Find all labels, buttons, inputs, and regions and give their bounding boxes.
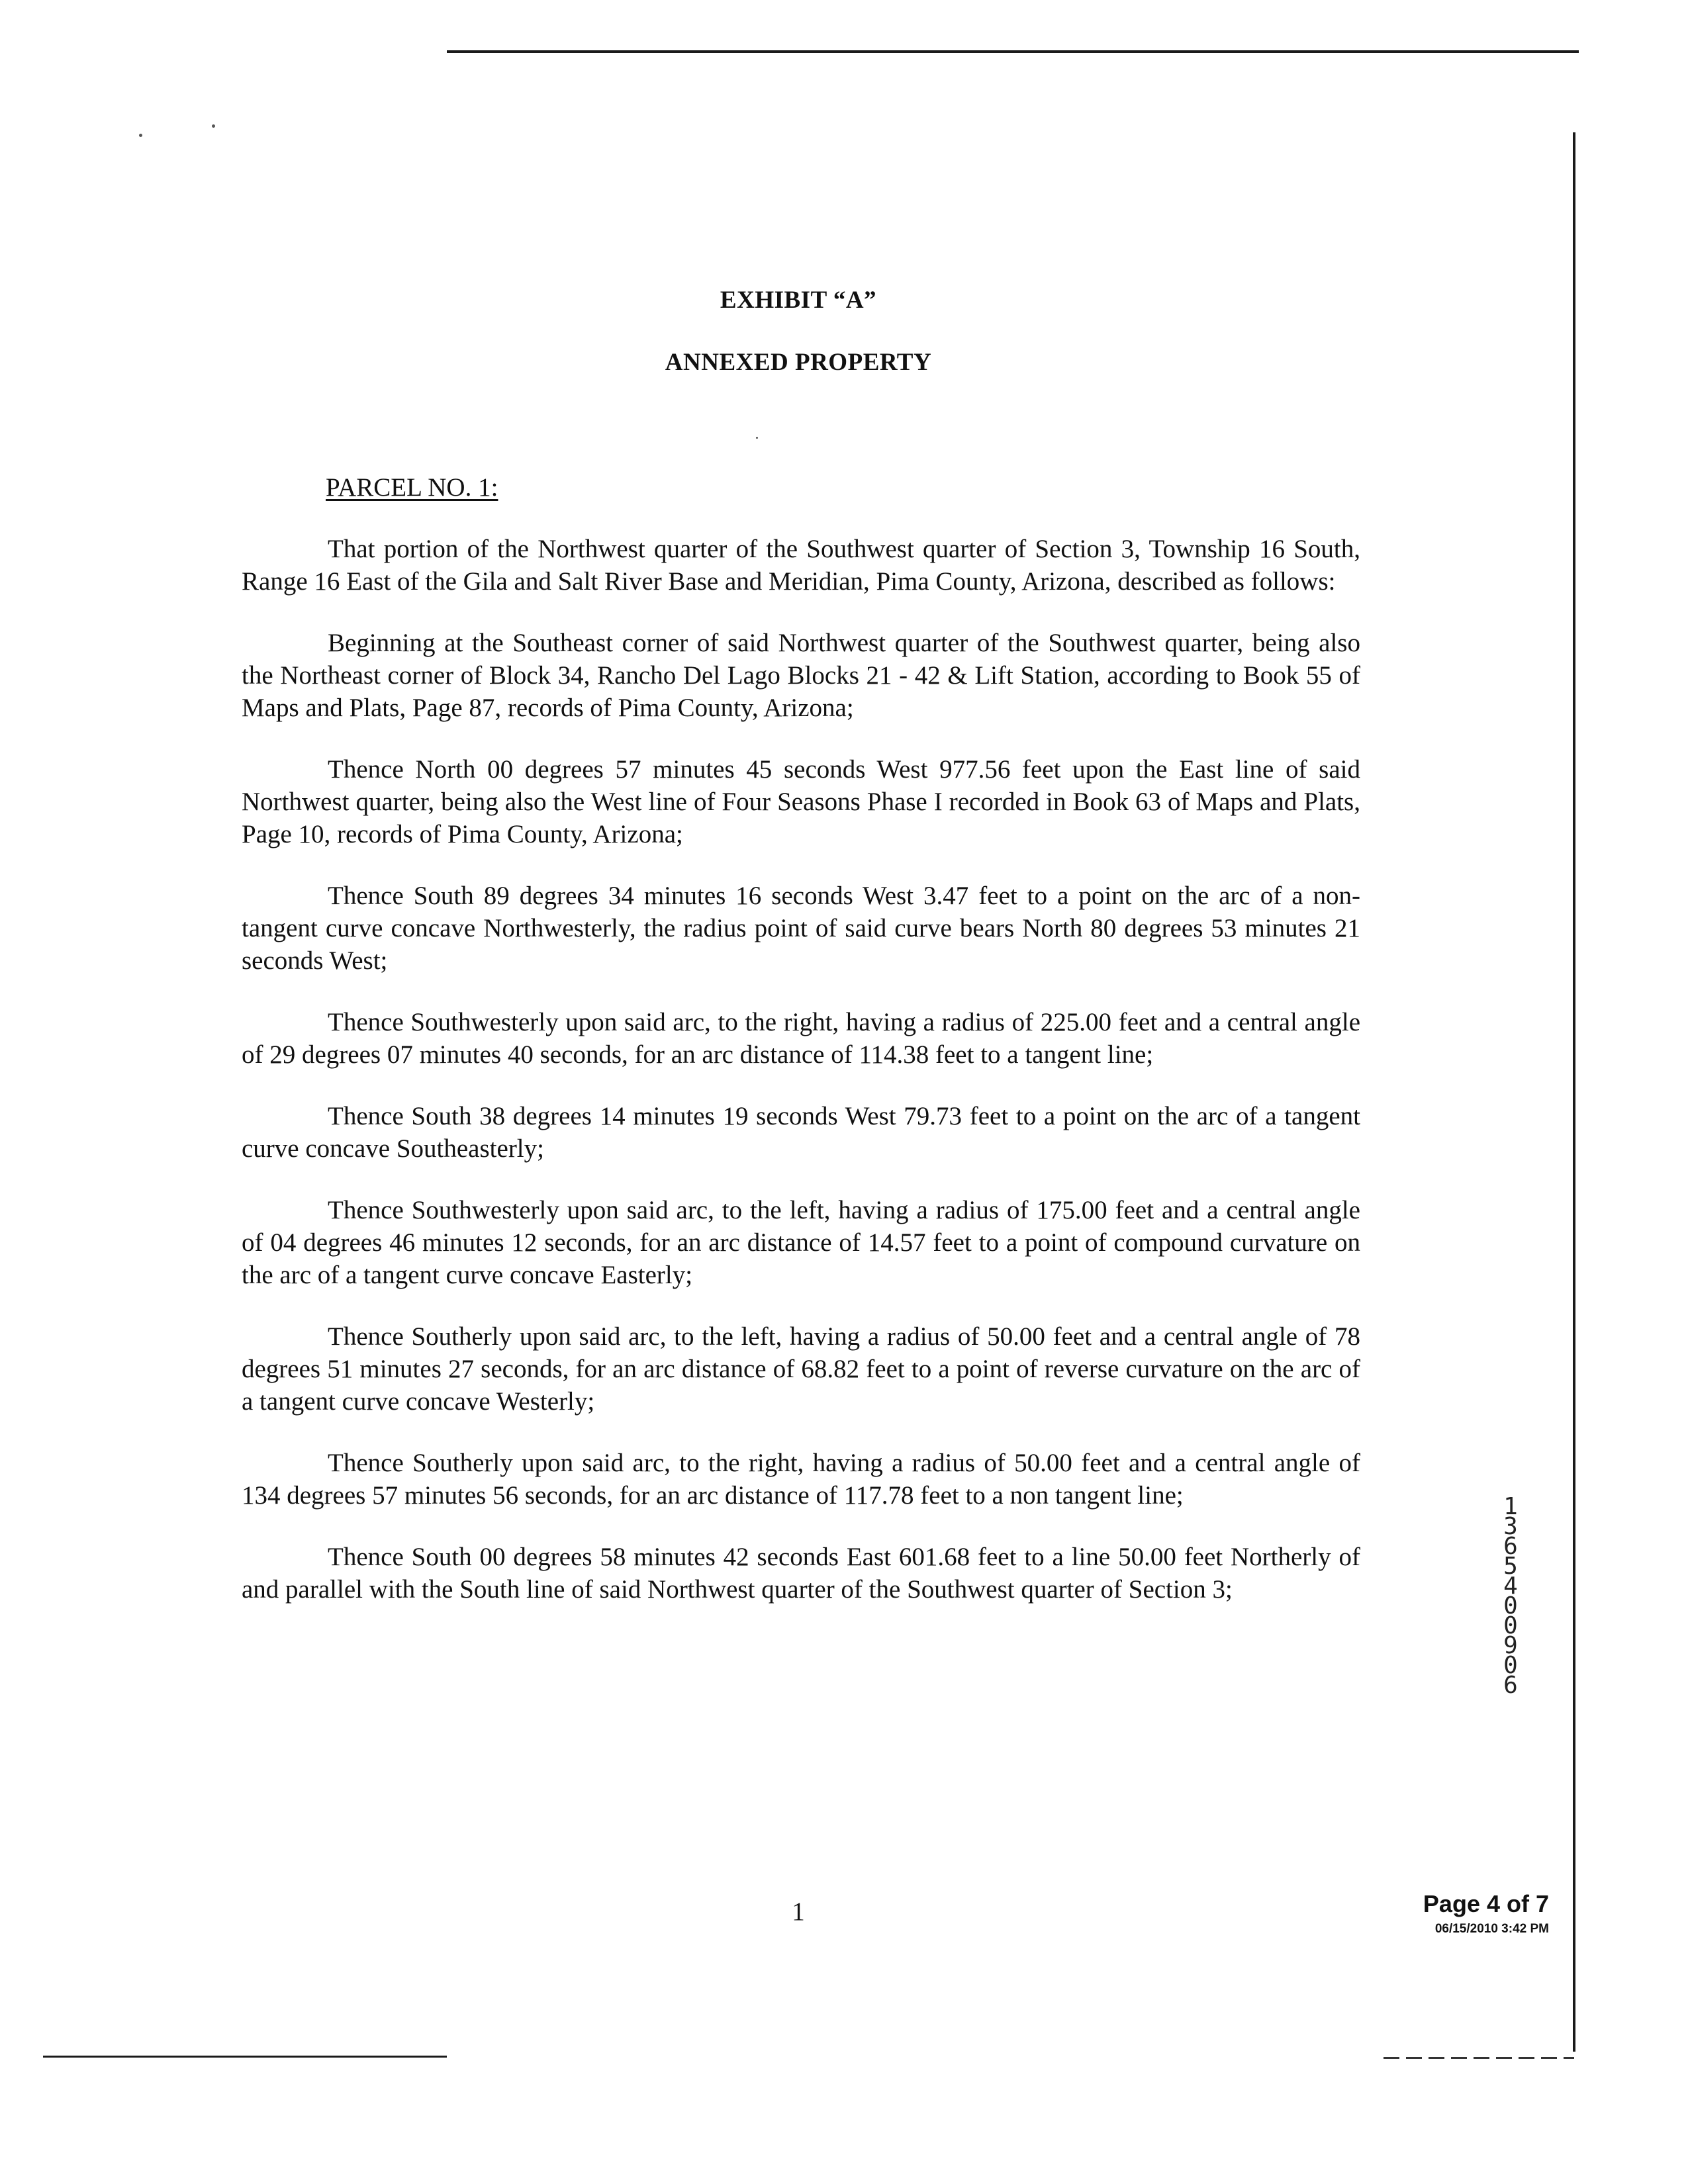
scan-speck: [756, 437, 758, 439]
page-number: 1: [792, 1897, 805, 1926]
paragraph-course: Thence Southerly upon said arc, to the right, having a radius of 50.00 feet and a central angle of 134 degrees 57 minutes 56 seconds, for an arc distance of 117.78 feet to a non tangent line;: [242, 1449, 1360, 1510]
bottom-right-rule: [1383, 2057, 1574, 2059]
scan-speck: [139, 134, 142, 137]
top-rule: [447, 50, 1579, 53]
legal-description: [242, 533, 1360, 1635]
scan-speck: [212, 124, 215, 128]
paragraph-course: Thence Southerly upon said arc, to the left, having a radius of 50.00 feet and a central angle of 78 degrees 51 minutes 27 seconds, for an arc distance of 68.82 feet to a point of reverse curvature on the arc of a tangent curve concave Westerly;: [242, 1322, 1360, 1416]
parcel-label: PARCEL NO. 1:: [326, 473, 498, 502]
right-margin-rule: [1573, 132, 1575, 2052]
document-subtitle: ANNEXED PROPERTY: [665, 349, 932, 376]
paragraph-course: Thence South 00 degrees 58 minutes 42 seconds East 601.68 feet to a line 50.00 feet Northerly of and parallel with the South line of said Northwest quarter of the Southwest quarter of Section 3;: [242, 1543, 1360, 1604]
recording-page-stamp: Page 4 of 7: [1423, 1890, 1549, 1917]
paragraph-beginning: Beginning at the Southeast corner of said Northwest quarter of the Southwest quarter, being also the Northeast corner of Block 34, Rancho Del Lago Blocks 21 - 42 & Lift Station, according to Book 55 of Maps and Plats, Page 87, records of Pima County, Arizona;: [242, 629, 1360, 722]
bottom-left-rule: [43, 2056, 447, 2058]
paragraph-course: Thence North 00 degrees 57 minutes 45 seconds West 977.56 feet upon the East line of said Northwest quarter, being also the West line of Four Seasons Phase I recorded in Book 63 of Maps and Plats, Page 10, records of Pima County, Arizona;: [242, 755, 1360, 848]
paragraph-course: Thence South 89 degrees 34 minutes 16 seconds West 3.47 feet to a point on the arc of a non-tangent curve concave Northwesterly, the radius point of said curve bears North 80 degrees 53 minutes 21 seconds West;: [242, 882, 1360, 975]
recording-datetime-stamp: 06/15/2010 3:42 PM: [1434, 1922, 1549, 1936]
paragraph-course: Thence Southwesterly upon said arc, to the right, having a radius of 225.00 feet and a central angle of 29 degrees 07 minutes 40 seconds, for an arc distance of 114.38 feet to a tangent line;: [242, 1008, 1360, 1069]
paragraph-course: Thence Southwesterly upon said arc, to the left, having a radius of 175.00 feet and a central angle of 04 degrees 46 minutes 12 seconds, for an arc distance of 14.57 feet to a point of compound curvature on the arc of a tangent curve concave Easterly;: [242, 1196, 1360, 1289]
exhibit-title: EXHIBIT “A”: [720, 287, 877, 314]
paragraph-course: Thence South 38 degrees 14 minutes 19 seconds West 79.73 feet to a point on the arc of a tangent curve concave Southeasterly;: [242, 1102, 1360, 1163]
paragraph-intro: That portion of the Northwest quarter of the Southwest quarter of Section 3, Township 16 South, Range 16 East of the Gila and Salt River Base and Meridian, Pima County, Arizona, described as follows:: [242, 535, 1360, 596]
document-id-stamp: 13654 00906: [1503, 1493, 1518, 1699]
